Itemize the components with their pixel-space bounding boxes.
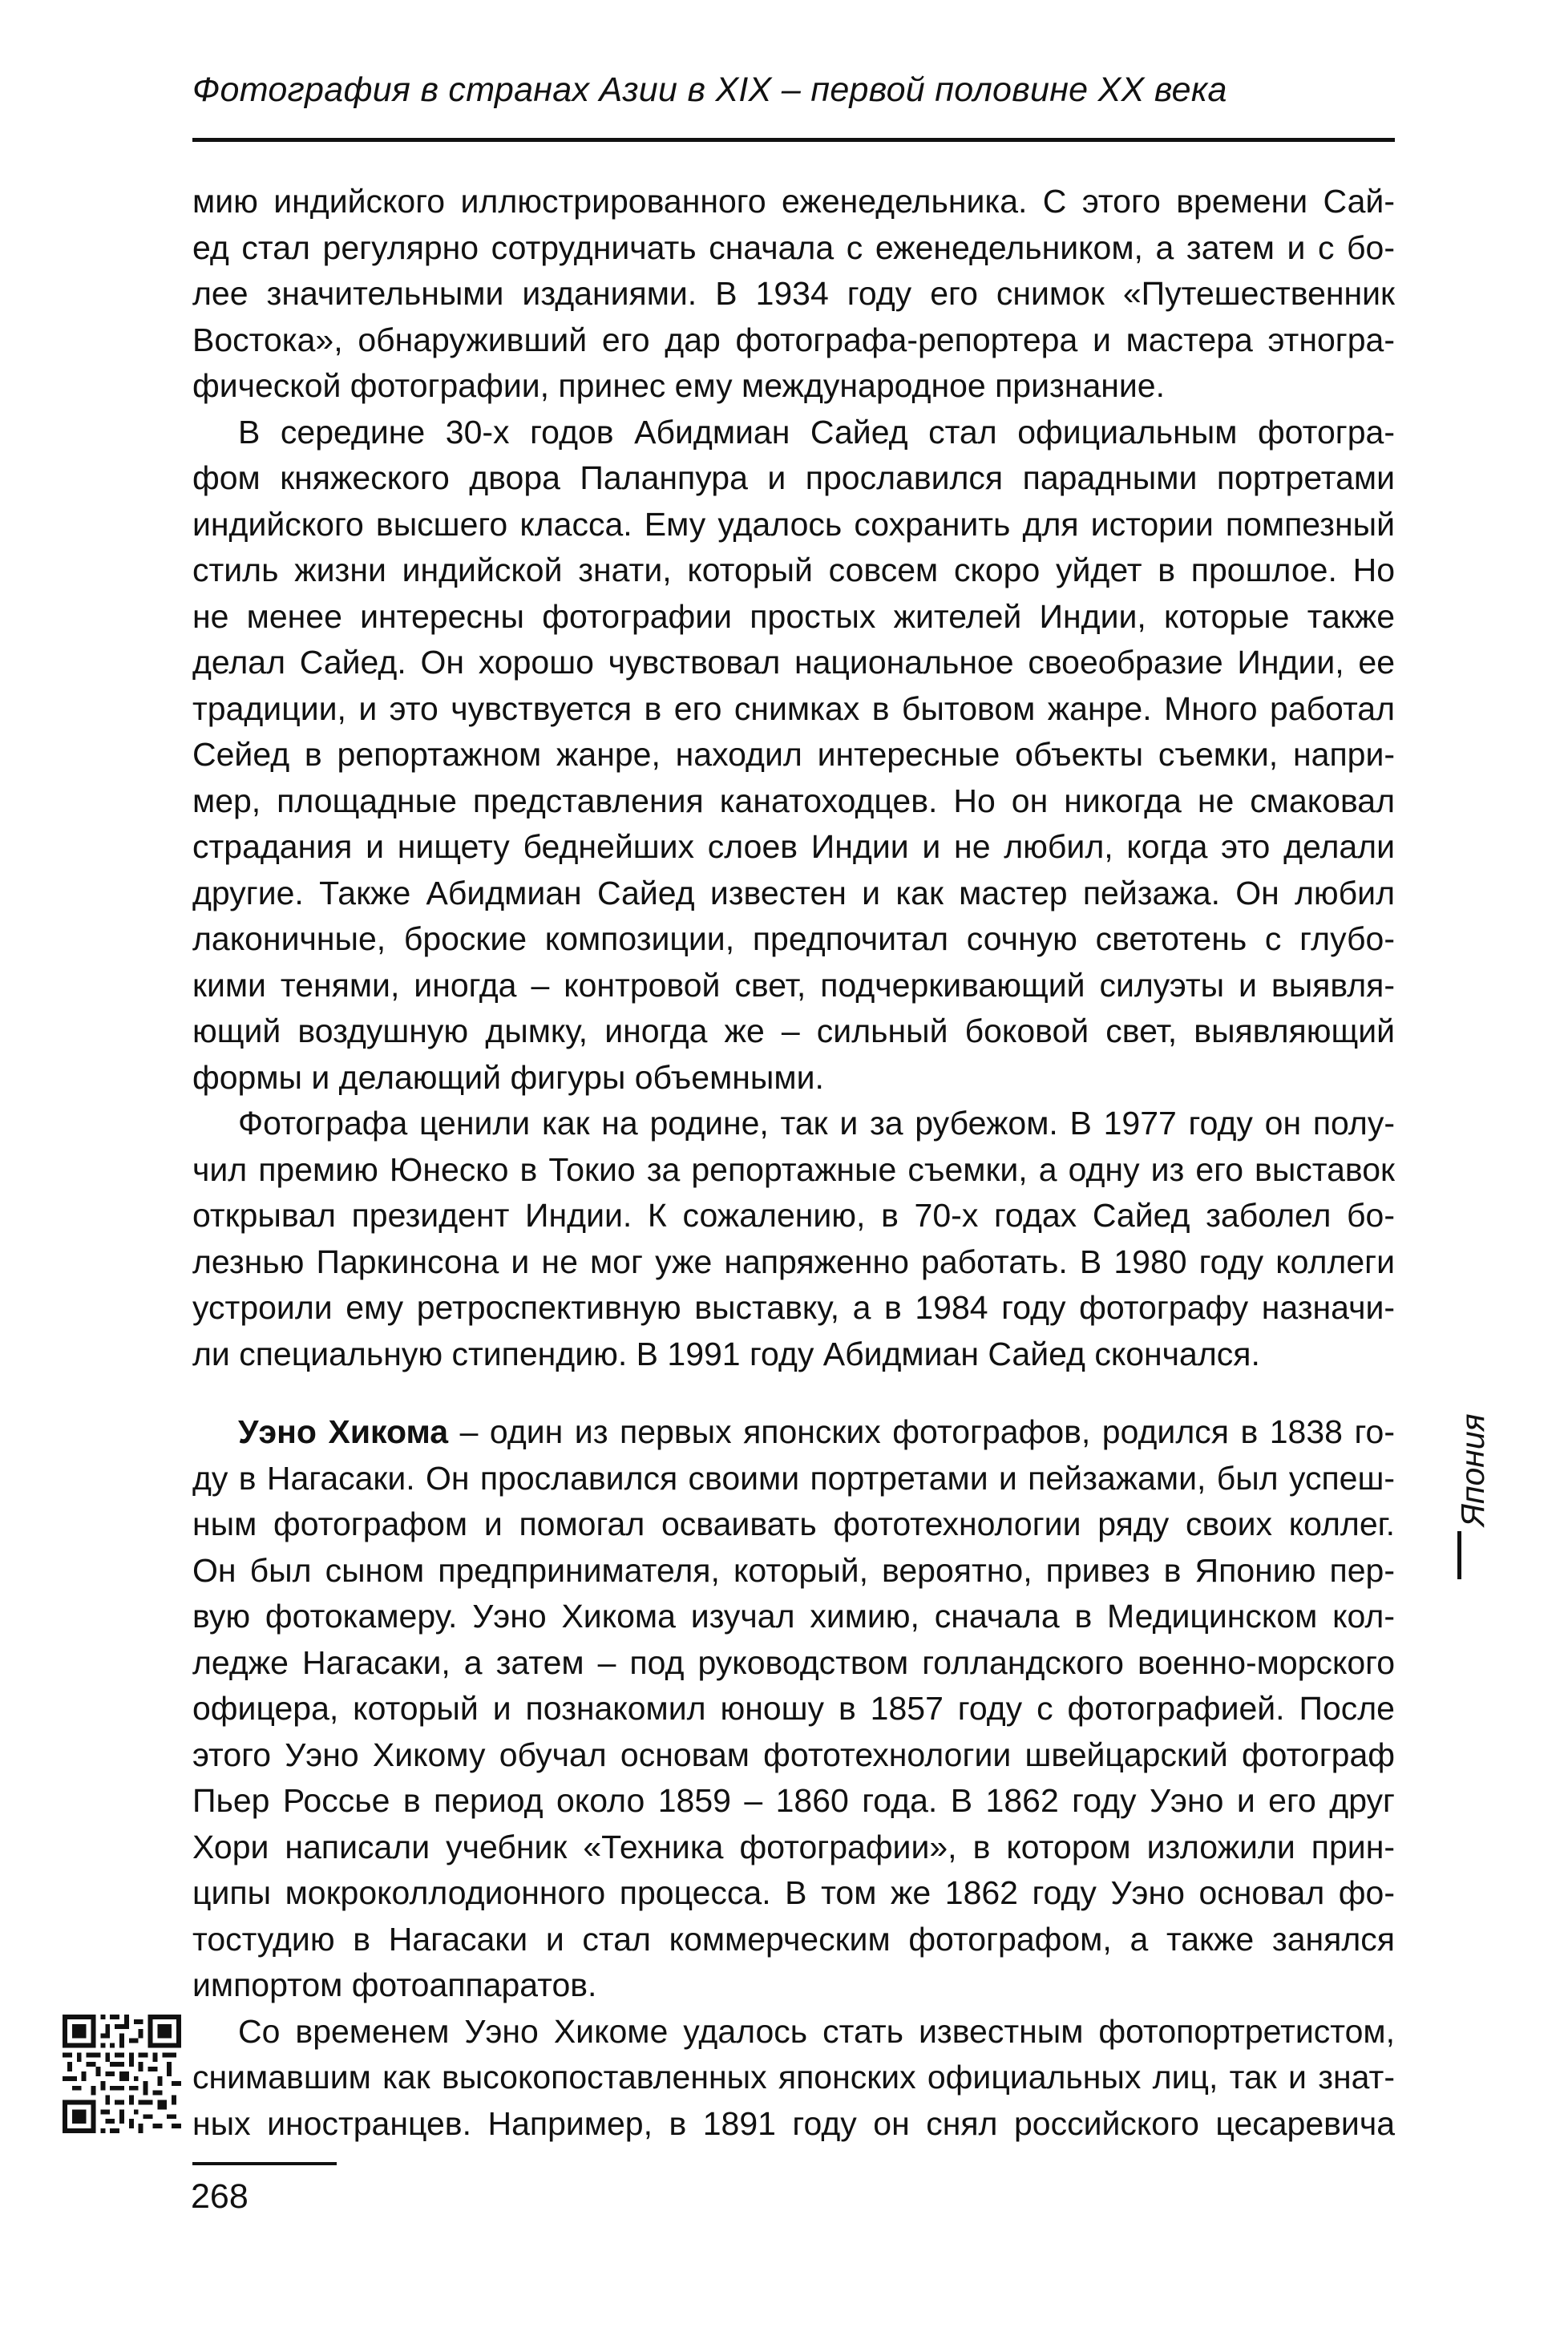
paragraph (192, 824, 1395, 871)
paragraph (192, 594, 1395, 641)
page-number: 268 (191, 2177, 249, 2216)
paragraph (192, 1147, 1395, 1194)
paragraph (192, 548, 1395, 594)
text-line: ным фотографом и помогал осваивать фототехнологии ряду своих коллег. (192, 1506, 1395, 1542)
text-block-top (192, 179, 1395, 1377)
text-line: лезнью Паркинсона и не мог уже напряженно работать. В 1980 году коллеги (192, 1243, 1395, 1280)
paragraph (192, 1285, 1395, 1332)
side-tab-label: Япония (1454, 1413, 1491, 1526)
text-line: индийского высшего класса. Ему удалось сохранить для истории помпезный (192, 505, 1395, 543)
text-line: мер, площадные представления канатоходцев. Но он никогда не смаковал (192, 782, 1395, 819)
text-line: ду в Нагасаки. Он прославился своими портретами и пейзажами, был успеш- (192, 1459, 1395, 1497)
text-line: офицера, который и познакомил юношу в 1857 году с фотографией. После (192, 1690, 1395, 1727)
text-line: не менее интересны фотографии простых жителей Индии, которые также (192, 597, 1395, 635)
paragraph-end (192, 1055, 1395, 1101)
paragraph (192, 1917, 1395, 1963)
paragraph (192, 1732, 1395, 1779)
text-line: традиции, и это чувствуется в его снимках в бытовом жанре. Много работал (192, 689, 1395, 727)
paragraph (192, 1101, 1395, 1147)
side-tab-bar (1457, 1531, 1461, 1579)
paragraph-end (192, 1962, 1395, 2009)
paragraph (192, 871, 1395, 917)
paragraph (192, 2009, 1395, 2055)
paragraph (192, 410, 1395, 456)
paragraph (192, 1239, 1395, 1286)
section-side-tab (1449, 1403, 1499, 1571)
text-line: ед стал регулярно сотрудничать сначала с еженедельником, а затем и с бо- (192, 228, 1395, 266)
paragraph (192, 640, 1395, 686)
paragraph (192, 455, 1395, 502)
text-line: стиль жизни индийской знати, который совсем скоро уйдет в прошлое. Но (192, 552, 1395, 588)
text-line: Он был сыном предпринимателя, который, вероятно, привез в Японию пер- (192, 1551, 1395, 1589)
paragraph (192, 1548, 1395, 1594)
running-head: Фотография в странах Азии в XIX – первой половине XX века (192, 71, 1227, 109)
text-line: ющий воздушную дымку, иногда же – сильный боковой свет, выявляющий (192, 1012, 1395, 1049)
paragraph (192, 2055, 1395, 2101)
paragraph (192, 732, 1395, 778)
paragraph (192, 179, 1395, 363)
paragraph (192, 1686, 1395, 1732)
text-line: делал Сайед. Он хорошо чувствовал национальное своеобразие Индии, ее (192, 644, 1395, 681)
paragraph (192, 1870, 1395, 1917)
paragraph (192, 1008, 1395, 1055)
footer-rule (192, 2162, 337, 2165)
text-line: Востока», обнаруживший его дар фотографа-репортера и мастера этногра- (192, 321, 1395, 358)
text-line: снимавшим как высокопоставленных японских официальных лиц, так и знат- (192, 2059, 1395, 2096)
paragraph-end (192, 1332, 1395, 1378)
paragraph (192, 502, 1395, 548)
text-line: Со временем Уэно Хикоме удалось стать известным фотопортретистом, (238, 2012, 1395, 2050)
text-line: этого Уэно Хикому обучал основам фототехнологии швейцарский фотограф (192, 1736, 1395, 1773)
text-line: лаконичные, броские композиции, предпочитал сочную светотень с глубо- (192, 920, 1395, 957)
text-line: ли специальную стипендию. В 1991 году Абидмиан Сайед скончался. (192, 1335, 1260, 1372)
paragraph (192, 1193, 1395, 1239)
text-line: формы и делающий фигуры объемными. (192, 1058, 824, 1096)
text-line: тостудию в Нагасаки и стал коммерческим фотографом, а также занялся (192, 1920, 1395, 1958)
paragraph (192, 916, 1395, 963)
text-line: Сейед в репортажном жанре, находил интересные объекты съемки, напри- (192, 736, 1395, 773)
text-line: страдания и нищету беднейших слоев Индии и не любил, когда это делали (192, 828, 1395, 865)
text-line: ципы мокроколлодионного процесса. В том же 1862 году Уэно основал фо- (192, 1874, 1395, 1911)
paragraph (192, 1825, 1395, 1871)
paragraph (192, 1501, 1395, 1548)
text-line: ных иностранцев. Например, в 1891 году он снял российского цесаревича (192, 2104, 1395, 2142)
text-line: чил премию Юнеско в Токио за репортажные съемки, а одну из его выставок (192, 1150, 1395, 1188)
paragraph (192, 1640, 1395, 1687)
text-line: импортом фотоаппаратов. (192, 1966, 597, 2003)
text-line: вую фотокамеру. Уэно Хикома изучал химию, сначала в Медицинском кол- (192, 1598, 1395, 1635)
paragraph (192, 1594, 1395, 1640)
text-line: устроили ему ретроспективную выставку, а в 1984 году фотографу назначи- (192, 1289, 1395, 1326)
text-line: Хори написали учебник «Техника фотографии», в котором изложили прин- (192, 1828, 1395, 1865)
text-line: фом княжеского двора Паланпура и прославился парадными портретами (192, 459, 1395, 496)
text-line: другие. Также Абидмиан Сайед известен и как мастер пейзажа. Он любил (192, 874, 1395, 911)
paragraph-end (192, 363, 1395, 410)
paragraph (192, 1456, 1395, 1502)
person-name: Уэно Хикома (238, 1413, 449, 1450)
paragraph (192, 1778, 1395, 1825)
text-line: фической фотографии, принес ему международное признание. (192, 367, 1165, 404)
header-rule (192, 138, 1395, 142)
text-line: кими тенями, иногда – контровой свет, подчеркивающий силуэты и выявля- (192, 966, 1395, 1004)
text-line: ледже Нагасаки, а затем – под руководством голландского военно-морского (192, 1643, 1395, 1681)
text-line: В середине 30-х годов Абидмиан Сайед стал официальным фотогра- (238, 413, 1395, 451)
text-line: мию индийского иллюстрированного еженедельника. С этого времени Сай- (192, 183, 1395, 220)
text-line: Пьер Россье в период около 1859 – 1860 года. В 1862 году Уэно и его друг (192, 1782, 1395, 1819)
paragraph (192, 2101, 1395, 2148)
text-line: Фотографа ценили как на родине, так и за рубежом. В 1977 году он полу- (238, 1105, 1395, 1142)
paragraph (192, 778, 1395, 825)
text-line: лее значительными изданиями. В 1934 году его снимок «Путешественник (192, 275, 1395, 312)
text-line: открывал президент Индии. К сожалению, в 70-х годах Сайед заболел бо- (192, 1197, 1395, 1234)
paragraph (192, 686, 1395, 733)
qr-code-icon (63, 2015, 181, 2133)
paragraph (192, 1409, 1395, 1456)
paragraph (192, 963, 1395, 1009)
text-line: – один из первых японских фотографов, родился в 1838 го- (448, 1413, 1395, 1450)
text-block-bottom (192, 1409, 1395, 2147)
